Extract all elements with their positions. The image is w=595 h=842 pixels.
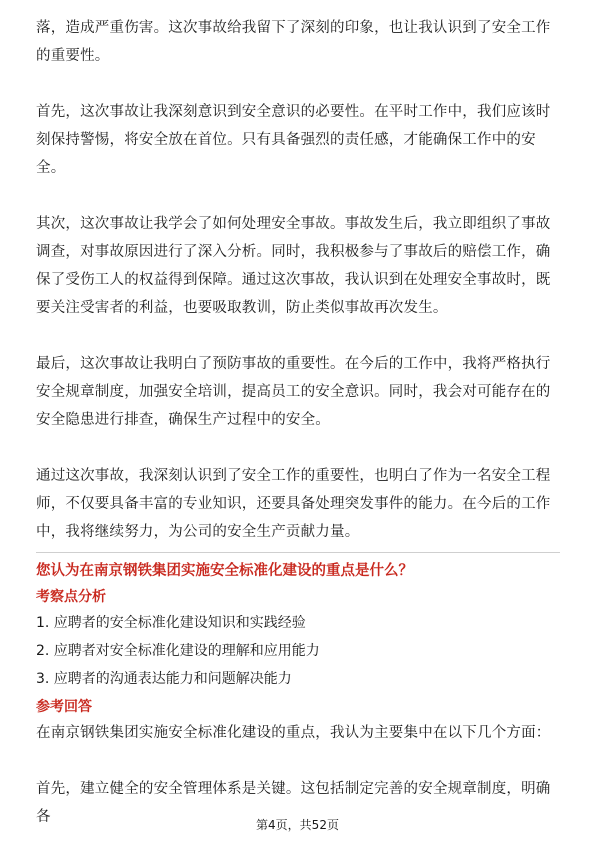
paragraph-gap xyxy=(36,322,560,350)
list-item: 2. 应聘者对安全标准化建设的理解和应用能力 xyxy=(36,643,320,659)
page-footer: 第4页，共52页 xyxy=(256,818,339,832)
section-divider xyxy=(36,552,560,553)
analysis-heading: 考察点分析 xyxy=(36,589,106,605)
answer-first-point: 首先，建立健全的安全管理体系是关键。这包括制定完善的安全规章制度，明确各 xyxy=(36,781,551,825)
paragraph-last: 最后，这次事故让我明白了预防事故的重要性。在今后的工作中，我将严格执行安全规章制度，加强安全培训，提高员工的安全意识。同时，我会对可能存在的安全隐患进行排查，确保生产过程中的安全。 xyxy=(36,356,551,428)
analysis-list xyxy=(36,609,560,693)
document-body xyxy=(36,14,560,831)
paragraph-gap xyxy=(36,434,560,462)
list-item: 1. 应聘者的安全标准化建设知识和实践经验 xyxy=(36,615,306,631)
paragraph-gap xyxy=(36,747,560,775)
question-title: 您认为在南京钢铁集团实施安全标准化建设的重点是什么？ xyxy=(36,563,413,579)
paragraph-gap xyxy=(36,70,560,98)
answer-intro: 在南京钢铁集团实施安全标准化建设的重点，我认为主要集中在以下几个方面： xyxy=(36,725,551,741)
paragraph-conclusion: 通过这次事故，我深刻认识到了安全工作的重要性，也明白了作为一名安全工程师，不仅要具备丰富的专业知识，还要具备处理突发事件的能力。在今后的工作中，我将继续努力，为公司的安全生产贡献力量。 xyxy=(36,468,551,540)
paragraph-gap xyxy=(36,182,560,210)
answer-heading: 参考回答 xyxy=(36,699,92,715)
paragraph-first: 首先，这次事故让我深刻意识到安全意识的必要性。在平时工作中，我们应该时刻保持警惕，将安全放在首位。只有具备强烈的责任感，才能确保工作中的安全。 xyxy=(36,104,551,176)
paragraph-intro-end: 落，造成严重伤害。这次事故给我留下了深刻的印象，也让我认识到了安全工作的重要性。 xyxy=(36,20,551,64)
list-item: 3. 应聘者的沟通表达能力和问题解决能力 xyxy=(36,671,292,687)
paragraph-second: 其次，这次事故让我学会了如何处理安全事故。事故发生后，我立即组织了事故调查，对事故原因进行了深入分析。同时，我积极参与了事故后的赔偿工作，确保了受伤工人的权益得到保障。通过这次事故，我认识到在处理安全事故时，既要关注受害者的利益，也要吸取教训，防止类似事故再次发生。 xyxy=(36,216,551,316)
